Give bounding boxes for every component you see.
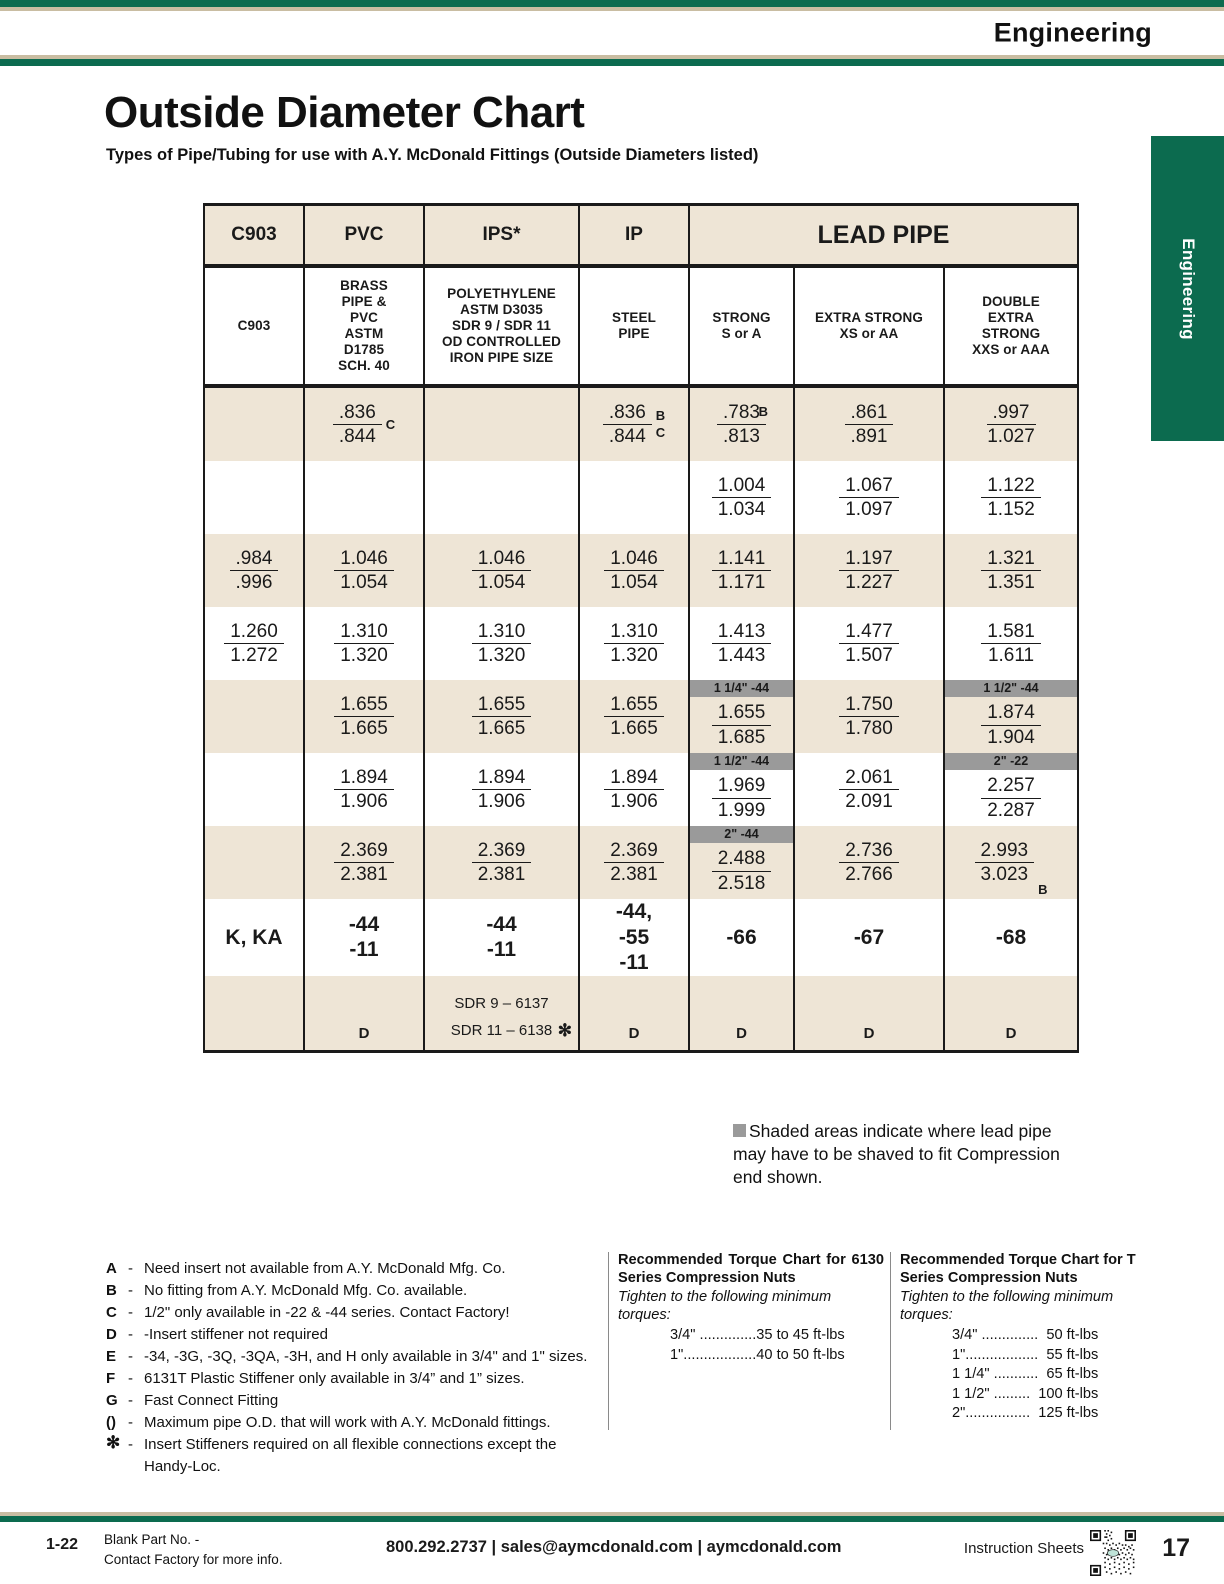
cell-r5-c5: $\frac{2.061}{2.091}$ bbox=[794, 753, 944, 826]
bottom-green-rule bbox=[0, 59, 1224, 66]
cell-r2-c6: $\frac{1.321}{1.351}$ bbox=[944, 534, 1078, 607]
footnote-dash: - bbox=[128, 1282, 133, 1300]
torque-chart-1 bbox=[608, 1252, 890, 1430]
cell-r2-c1: $\frac{1.046}{1.054}$ bbox=[304, 534, 424, 607]
footnote-4 bbox=[106, 1346, 606, 1368]
table-row bbox=[204, 607, 1078, 680]
torque-value: 35 to 45 ft-lbs bbox=[756, 1327, 845, 1344]
cell-r0-c5: $\frac{.861}{.891}$ bbox=[794, 386, 944, 461]
series-code-2: -44 -11 bbox=[424, 899, 579, 976]
torque-row bbox=[952, 1326, 1098, 1345]
column-header-6: DOUBLE EXTRA STRONG XXS or AAA bbox=[944, 266, 1078, 386]
footnote-key: F bbox=[106, 1370, 116, 1388]
cell-r2-c2: $\frac{1.046}{1.054}$ bbox=[424, 534, 579, 607]
footnote-text: 6131T Plastic Stiffener only available in 3/4” and 1” sizes. bbox=[144, 1370, 525, 1388]
instruction-sheets-label: Instruction Sheets bbox=[963, 1540, 1084, 1557]
group-header-pvc: PVC bbox=[304, 205, 424, 267]
cell-r3-c6: $\frac{1.581}{1.611}$ bbox=[944, 607, 1078, 680]
footnote-key: () bbox=[106, 1414, 116, 1432]
footnote-text: Need insert not available from A.Y. McDonald Mfg. Co. bbox=[144, 1260, 506, 1277]
series-code-0: K, KA bbox=[204, 899, 304, 976]
torque-size: 2"................ bbox=[951, 1405, 1031, 1422]
cell-r4-c5: $\frac{1.750}{1.780}$ bbox=[794, 680, 944, 753]
cell-r2-c4: $\frac{1.141}{1.171}$ bbox=[689, 534, 794, 607]
torque-value: 125 ft-lbs bbox=[1038, 1405, 1099, 1422]
torque-value: 50 ft-lbs bbox=[1046, 1327, 1099, 1344]
outside-diameter-table bbox=[203, 203, 1079, 1053]
table-row bbox=[204, 826, 1078, 899]
torque-subtitle: Tighten to the following minimum torques: bbox=[618, 1289, 832, 1324]
gray-square-icon bbox=[733, 1124, 746, 1137]
column-header-2: POLYETHYLENE ASTM D3035 SDR 9 / SDR 11 OD CONTROLLED IRON PIPE SIZE bbox=[424, 266, 579, 386]
group-header-c903: C903 bbox=[204, 205, 304, 267]
series-code-4: -66 bbox=[689, 899, 794, 976]
column-header-1: BRASS PIPE & PVC ASTM D1785 SCH. 40 bbox=[304, 266, 424, 386]
stiffener-row bbox=[204, 976, 1078, 1052]
torque-row bbox=[952, 1365, 1098, 1384]
cell-r3-c1: $\frac{1.310}{1.320}$ bbox=[304, 607, 424, 680]
page-subtitle: Types of Pipe/Tubing for use with A.Y. McDonald Fittings (Outside Diameters listed) bbox=[106, 146, 759, 164]
footnote-key: A bbox=[106, 1260, 117, 1277]
torque-value: 55 ft-lbs bbox=[1046, 1346, 1099, 1363]
footnotes-legend bbox=[106, 1258, 606, 1478]
torque-row bbox=[952, 1385, 1098, 1404]
cell-r3-c2: $\frac{1.310}{1.320}$ bbox=[424, 607, 579, 680]
footnote-6 bbox=[106, 1390, 606, 1412]
shave-label: 1 1/2" -44 bbox=[690, 753, 793, 770]
footnote-key: D bbox=[106, 1326, 117, 1344]
footnote-key: B bbox=[106, 1282, 117, 1300]
torque-table bbox=[952, 1326, 1098, 1423]
cell-r4-c0 bbox=[204, 680, 304, 753]
cell-r2-c0: $\frac{.984}{.996}$ bbox=[204, 534, 304, 607]
table-group-header-row bbox=[204, 205, 1078, 267]
stiffener-ip: D bbox=[579, 976, 689, 1052]
blank-part-note bbox=[104, 1530, 283, 1569]
cell-r3-c0: $\frac{1.260}{1.272}$ bbox=[204, 607, 304, 680]
series-code-3: -44, -55 -11 bbox=[579, 899, 689, 976]
footnote-text: 1/2" only available in -22 & -44 series. Contact Factory! bbox=[144, 1304, 510, 1322]
cell-r3-c3: $\frac{1.310}{1.320}$ bbox=[579, 607, 689, 680]
cell-r6-c3: $\frac{2.369}{2.381}$ bbox=[579, 826, 689, 899]
footnote-dash: - bbox=[128, 1260, 133, 1277]
blank-part-line2: Contact Factory for more info. bbox=[104, 1551, 283, 1567]
cell-r1-c0 bbox=[204, 461, 304, 534]
cell-r6-c0 bbox=[204, 826, 304, 899]
section-title: Engineering bbox=[993, 17, 1152, 48]
footer-page-code: 1-22 bbox=[46, 1536, 79, 1553]
cell-r0-c2 bbox=[424, 386, 579, 461]
footnote-dash: - bbox=[128, 1370, 133, 1388]
footer-contact: 800.292.2737 | sales@aymcdonald.com | aymcdonald.com bbox=[386, 1538, 842, 1556]
cell-r6-c5: $\frac{2.736}{2.766}$ bbox=[794, 826, 944, 899]
footnote-text: Fast Connect Fitting bbox=[144, 1392, 279, 1410]
cell-r2-c5: $\frac{1.197}{1.227}$ bbox=[794, 534, 944, 607]
footnote-text: Insert Stiffeners required on all flexible connections except the Handy-Loc. bbox=[144, 1436, 557, 1476]
cell-r1-c5: $\frac{1.067}{1.097}$ bbox=[794, 461, 944, 534]
series-code-1: -44 -11 bbox=[304, 899, 424, 976]
cell-r5-c6: 2" -22 $\frac{2.257}{2.287}$ bbox=[944, 753, 1078, 826]
footnote-dash: - bbox=[128, 1326, 133, 1344]
cell-r0-c6: $\frac{.997}{1.027}$ bbox=[944, 386, 1078, 461]
blank-part-line1: Blank Part No. - bbox=[104, 1532, 200, 1547]
cell-r1-c2 bbox=[424, 461, 579, 534]
footnote-0 bbox=[106, 1258, 606, 1280]
torque-table bbox=[670, 1326, 845, 1365]
group-header-lead-pipe: LEAD PIPE bbox=[689, 205, 1078, 267]
footnote-dash: - bbox=[128, 1414, 133, 1432]
cell-r6-c4: 2" -44 $\frac{2.488}{2.518}$ bbox=[689, 826, 794, 899]
table-row bbox=[204, 534, 1078, 607]
column-header-4: STRONG S or A bbox=[689, 266, 794, 386]
series-code-6: -68 bbox=[944, 899, 1078, 976]
group-header-ip: IP bbox=[579, 205, 689, 267]
table-head bbox=[204, 205, 1078, 387]
side-tab-label: Engineering bbox=[1178, 237, 1198, 340]
cell-r0-c4: $\frac{.783}{.813}$ B bbox=[689, 386, 794, 461]
cell-r4-c3: $\frac{1.655}{1.665}$ bbox=[579, 680, 689, 753]
footnote-text: No fitting from A.Y. McDonald Mfg. Co. available. bbox=[144, 1282, 468, 1300]
footnote-text: -Insert stiffener not required bbox=[144, 1326, 328, 1344]
torque-size: 1 1/4" ........... bbox=[951, 1366, 1039, 1383]
cell-r6-c2: $\frac{2.369}{2.381}$ bbox=[424, 826, 579, 899]
qr-code-icon[interactable] bbox=[1090, 1530, 1136, 1576]
torque-value: 100 ft-lbs bbox=[1038, 1385, 1099, 1402]
footnote-8 bbox=[106, 1434, 606, 1478]
footnote-dash: - bbox=[128, 1304, 133, 1322]
banner-body bbox=[0, 11, 1224, 55]
top-banner bbox=[0, 0, 1224, 66]
stiffener-extra-strong: D bbox=[794, 976, 944, 1052]
footnote-dash: - bbox=[128, 1392, 133, 1410]
torque-charts bbox=[608, 1252, 1168, 1430]
series-code-row bbox=[204, 899, 1078, 976]
footnote-7 bbox=[106, 1412, 606, 1434]
torque-row bbox=[952, 1346, 1098, 1365]
stiffener-c903 bbox=[204, 976, 304, 1052]
footnote-key: E bbox=[106, 1348, 117, 1366]
group-header-ips-: IPS* bbox=[424, 205, 579, 267]
cell-r4-c1: $\frac{1.655}{1.665}$ bbox=[304, 680, 424, 753]
side-tab-engineering[interactable] bbox=[1151, 136, 1224, 441]
cell-r5-c2: $\frac{1.894}{1.906}$ bbox=[424, 753, 579, 826]
torque-title: Recommended Torque Chart for T Series Compression Nuts bbox=[899, 1252, 1136, 1286]
cell-r5-c4: 1 1/2" -44 $\frac{1.969}{1.999}$ bbox=[689, 753, 794, 826]
shave-label: 1 1/2" -44 bbox=[945, 680, 1077, 697]
torque-row bbox=[952, 1404, 1098, 1423]
cell-r4-c6: 1 1/2" -44 $\frac{1.874}{1.904}$ bbox=[944, 680, 1078, 753]
shave-label: 2" -22 bbox=[945, 753, 1077, 770]
cell-r1-c3 bbox=[579, 461, 689, 534]
cell-r6-c6: $\frac{2.993}{3.023}$ B bbox=[944, 826, 1078, 899]
torque-size: 1 1/2" ......... bbox=[951, 1385, 1031, 1402]
torque-row bbox=[670, 1326, 845, 1345]
page-footer bbox=[0, 1512, 1224, 1584]
cell-r5-c3: $\frac{1.894}{1.906}$ bbox=[579, 753, 689, 826]
torque-size: 3/4" .............. bbox=[951, 1327, 1039, 1344]
torque-title: Recommended Torque Chart for 6130 Series Compression Nuts bbox=[618, 1252, 884, 1286]
stiffener-strong: D bbox=[689, 976, 794, 1052]
shave-label: 2" -44 bbox=[690, 826, 793, 843]
cell-r3-c4: $\frac{1.413}{1.443}$ bbox=[689, 607, 794, 680]
footnote-1 bbox=[106, 1280, 606, 1302]
column-header-5: EXTRA STRONG XS or AA bbox=[794, 266, 944, 386]
torque-chart-2 bbox=[890, 1252, 1168, 1430]
page-title: Outside Diameter Chart bbox=[104, 88, 585, 137]
shave-label: 1 1/4" -44 bbox=[690, 680, 793, 697]
series-code-5: -67 bbox=[794, 899, 944, 976]
table-row bbox=[204, 386, 1078, 461]
cell-r0-c0 bbox=[204, 386, 304, 461]
footnote-text: -34, -3G, -3Q, -3QA, -3H, and H only available in 3/4" and 1" sizes. bbox=[144, 1348, 588, 1366]
footer-body bbox=[0, 1522, 1224, 1584]
shaded-note-text: Shaded areas indicate where lead pipe may have to be shaved to fit Compression end shown. bbox=[733, 1121, 1060, 1188]
stiffener-pvc: D bbox=[304, 976, 424, 1052]
torque-value: 40 to 50 ft-lbs bbox=[756, 1346, 845, 1363]
footnote-dash: - bbox=[128, 1436, 133, 1454]
torque-row bbox=[670, 1346, 845, 1365]
table-row bbox=[204, 680, 1078, 753]
footnote-key: ✻ bbox=[106, 1433, 121, 1453]
cell-r1-c1 bbox=[304, 461, 424, 534]
table-row bbox=[204, 461, 1078, 534]
stiffener-double-extra-strong: D bbox=[944, 976, 1078, 1052]
footnote-dash: - bbox=[128, 1348, 133, 1366]
footnote-key: C bbox=[106, 1304, 117, 1322]
footnote-key: G bbox=[106, 1392, 118, 1410]
torque-size: 1".................. bbox=[951, 1346, 1039, 1363]
footnote-5 bbox=[106, 1368, 606, 1390]
stiffener-ips: SDR 9 – 6137 SDR 11 – 6138 ✻ bbox=[424, 976, 579, 1052]
torque-size: 1".................. bbox=[670, 1346, 757, 1363]
table-row bbox=[204, 753, 1078, 826]
cell-r2-c3: $\frac{1.046}{1.054}$ bbox=[579, 534, 689, 607]
torque-size: 3/4" .............. bbox=[670, 1327, 757, 1344]
cell-r0-c3: $\frac{.836}{.844}$ B C bbox=[579, 386, 689, 461]
top-green-rule bbox=[0, 0, 1224, 7]
cell-r6-c1: $\frac{2.369}{2.381}$ bbox=[304, 826, 424, 899]
cell-r3-c5: $\frac{1.477}{1.507}$ bbox=[794, 607, 944, 680]
table-body bbox=[204, 386, 1078, 1051]
cell-r4-c2: $\frac{1.655}{1.665}$ bbox=[424, 680, 579, 753]
cell-r5-c1: $\frac{1.894}{1.906}$ bbox=[304, 753, 424, 826]
torque-value: 65 ft-lbs bbox=[1046, 1366, 1099, 1383]
cell-r0-c1: $\frac{.836}{.844}$ C bbox=[304, 386, 424, 461]
torque-subtitle: Tighten to the following minimum torques: bbox=[899, 1289, 1114, 1324]
table-column-header-row bbox=[204, 266, 1078, 386]
cell-r5-c0 bbox=[204, 753, 304, 826]
footnote-2 bbox=[106, 1302, 606, 1324]
page-number: 17 bbox=[1162, 1534, 1190, 1562]
cell-r1-c4: $\frac{1.004}{1.034}$ bbox=[689, 461, 794, 534]
footnote-text: Maximum pipe O.D. that will work with A.Y. McDonald fittings. bbox=[144, 1414, 551, 1432]
shaded-areas-note bbox=[733, 1120, 1083, 1189]
column-header-0: C903 bbox=[204, 266, 304, 386]
column-header-3: STEEL PIPE bbox=[579, 266, 689, 386]
cell-r4-c4: 1 1/4" -44 $\frac{1.655}{1.685}$ bbox=[689, 680, 794, 753]
footnote-3 bbox=[106, 1324, 606, 1346]
cell-r1-c6: $\frac{1.122}{1.152}$ bbox=[944, 461, 1078, 534]
